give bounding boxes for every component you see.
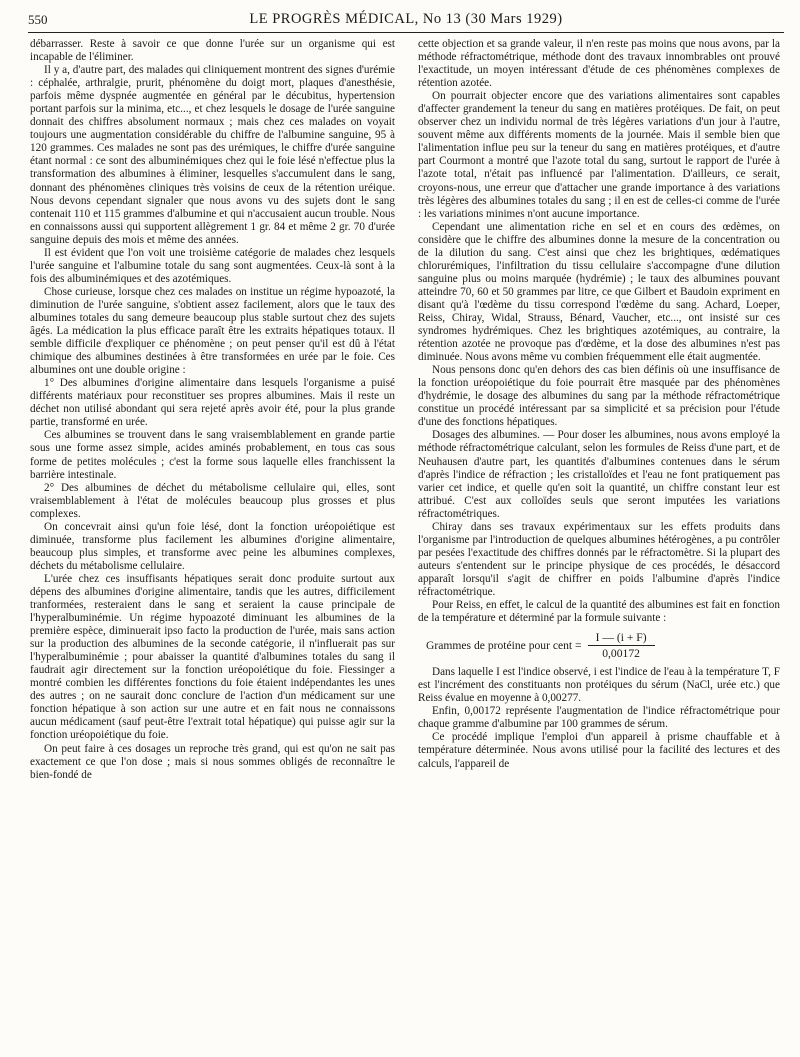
paragraph: Dosages des albumines. — Pour doser les albumines, nous avons employé la méthode réfractométrique calculant, selon les formules de Reiss d'une part, et de Neuhausen d'autre part, les quantités d'albumines contenues dans le sérum d'après l'indice de réfraction ; les cristalloïdes et l'eau ne font pratiquement pas varier cet indice, et quelle qu'en soit la quantité, un chiffre constant leur est attribué. C'est aux colloïdes seuls que seront imputées les variations réfractométriques. (418, 429, 780, 520)
left-column (30, 38, 395, 1050)
paragraph: Enfin, 0,00172 représente l'augmentation de l'indice réfractométrique pour chaque gramme d'albumine par 100 grammes de sérum. (418, 705, 780, 731)
right-column (418, 38, 780, 1050)
reiss-formula (426, 631, 780, 660)
paragraph: Chose curieuse, lorsque chez ces malades on institue un régime hypoazoté, la diminution de l'urée sanguine, s'obtient assez facilement, alors que le taux des albumines totales du sang demeure beaucoup plus stable surtout chez des sujets âgés. La médication la plus efficace paraît être les extraits hépatiques totaux. Il semble difficile d'expliquer ce phénomène ; on peut penser qu'il est dû à l'état chimique des albumines destinées à être transformées en urée par le foie. Ces albumines ont une double origine : (30, 285, 395, 377)
formula-fraction (588, 631, 655, 660)
paragraph: Dans laquelle I est l'indice observé, i est l'indice de l'eau à la température T, F est l'incrément des constituants non protéiques du sérum (NaCl, urée etc.) que Reiss évalue en moyenne à 0,00277. (418, 666, 780, 705)
paragraph: Il est évident que l'on voit une troisième catégorie de malades chez lesquels l'urée sanguine et l'albumine totale du sang sont augmentées. Ceux-là sont à la fois des albuminémiques et des azotémiques. (30, 246, 395, 285)
page-number: 550 (28, 12, 48, 27)
paragraph: On pourrait objecter encore que des variations alimentaires sont capables d'affecter grandement la teneur du sang en matières protéiques. De fait, on peut observer chez un individu normal de très légères variations d'un jour à l'autre, souvent même aux différents moments de la journée. Mais il semble bien que l'alimentation influe peu sur la teneur du sang en matières protéiques, et d'autre part Courmont a montré que l'azote total du sang, surtout le rapport de l'urée à l'azote total, n'était pas influencé par l'alimentation. D'ailleurs, ce serait, croyons-nous, une erreur que d'attacher une grande importance à des variations très légères des albumines totales du sang ; il en est de celles-ci comme de l'urée : les variations minimes n'ont aucune importance. (418, 90, 780, 220)
paragraph: Ces albumines se trouvent dans le sang vraisemblablement en grande partie sous une forme assez simple, acides aminés probablement, en tous cas sous forme de petites molécules ; c'est la forme sous laquelle elles franchissent la barrière intestinale. (30, 429, 395, 481)
paragraph: cette objection et sa grande valeur, il n'en reste pas moins que nous avons, par la méthode réfractométrique, méthode dont des travaux innombrables ont prouvé l'exactitude, un moyen intéressant d'étude de ces phénomènes complexes de rétention azotée. (418, 38, 780, 90)
paragraph: 2° Des albumines de déchet du métabolisme cellulaire qui, elles, sont vraisemblablement à l'état de molécules beaucoup plus grosses et plus complexes. (30, 481, 395, 520)
paragraph: Nous pensons donc qu'en dehors des cas bien définis où une insuffisance de la fonction uréopoiétique du foie pourrait être masquée par des phénomènes d'hydrémie, le dosage des albumines du sang par la méthode réfractométrique constitue un procédé intéressant par sa simplicité et sa précision pour l'étude d'une des fonctions hépatiques. (418, 364, 780, 429)
paragraph: On concevrait ainsi qu'un foie lésé, dont la fonction uréopoiétique est diminuée, transforme plus facilement les albumines d'origine alimentaire, beaucoup plus simples, et transforme avec peine les albumines complexes, déchets du métabolisme cellulaire. (30, 520, 395, 572)
paragraph: 1° Des albumines d'origine alimentaire dans lesquels l'organisme a puisé différents matériaux pour reconstituer ses propres albumines. Mais il reste un déchet non utilisé abondant qui sera rejeté après avoir été, pour la plus grande partie, transformé en urée. (30, 377, 395, 429)
paragraph: Pour Reiss, en effet, le calcul de la quantité des albumines est fait en fonction de la température et déterminé par la formule suivante : (418, 599, 780, 625)
formula-lead: Grammes de protéine pour cent = (426, 639, 582, 653)
paragraph: On peut faire à ces dosages un reproche très grand, qui est qu'on ne sait pas exactement ce que l'on dose ; mais si nous sommes obligés de reconnaître le bien-fondé de (30, 742, 395, 781)
formula-numerator: I — (i + F) (588, 631, 655, 646)
paragraph: Ce procédé implique l'emploi d'un appareil à prisme chauffable et à température déterminée. Nous avons utilisé pour la facilité des lectures et des calculs, l'appareil de (418, 731, 780, 770)
paragraph: L'urée chez ces insuffisants hépatiques serait donc produite surtout aux dépens des albumines d'origine alimentaire, tandis que les autres, difficilement tranformées, resteraient dans le sang et seraient la cause principale de l'hyperalbuminémie. Un régime hypoazoté diminuant les albumines de la première espèce, diminuerait ipso facto la production de l'urée, mais sans action sur la production des albumines de la seconde catégorie, il n'influerait pas sur l'hyperalbuminémie ; pour abaisser la quantité d'albumines totales du sang il faudrait agir directement sur la fonction uréopoiétique du foie. Fiessinger a montré combien les différentes fonctions du foie étaient indépendantes les unes des autres ; on ne saurait donc conclure de l'action d'un médicament sur une fonction hépatique à son action sur une autre et en fait nous ne connaissons aucun médicament (sauf peut-être l'extrait total hépatique) qui puisse agir sur la fonction uréopoiétique du foie. (30, 572, 395, 742)
page-header (28, 10, 784, 33)
paragraph: Il y a, d'autre part, des malades qui cliniquement montrent des signes d'urémie : céphalée, arthralgie, prurit, phénomène du doigt mort, plaques d'anesthésie, parfois même dyspnée augmentée en général par le décubitus, hypertension portant parfois sur la minima, etc..., et chez lesquels le dosage de l'urée sanguine donnait des chiffres absolument normaux ; mais chez ces malades on voyait toujours une augmentation considérable du chiffre de l'albumine sanguine, 95 à 120 grammes. Ces malades ne sont pas des urémiques, le chiffre d'urée sanguine étant normal : ce sont des albuminémiques chez qui le foie lésé n'effectue plus la transformation des albumines à éliminer, lesquelles s'accumulent dans le sang, donnant des phénomènes cliniques très voisins de ceux de la rétention uréique. Nous devons cependant signaler que nous avons vu des sujets dont le sang contenait 110 et 115 grammes d'albumine et qui n'accusaient aucun trouble. Nous en connaissons aussi qui supportent allègrement 1 gr. 84 et même 2 gr. 70 d'urée sanguine depuis des mois et même des années. (30, 64, 395, 246)
paragraph: Cependant une alimentation riche en sel et en cours des œdèmes, on considère que le chiffre des albumines donne la mesure de la concentration ou de la dilution du sang. C'est ainsi que chez les brightiques, œdématiques chlorurémiques, l'infiltration du tissu cellulaire s'accompagne d'une dilution sanguine plus ou moins marquée (hydrémie) ; le taux des albumines pouvant atteindre 70, 60 et 50 grammes par litre, ce que Gilbert et Baudoin expriment en disant qu'à l'œdème du tissu correspond l'œdème du sang. Achard, Loeper, Reiss, Chiray, Widal, Strauss, Bénard, Vaucher, etc..., ont insisté sur ces syndromes hydrémiques. Chez les brightiques azotémiques, au contraire, la rétention azotée ne provoque pas d'œdème, et la dose des albumines n'est pas diminuée. Nous avons même vu combien fréquemment elle était augmentée. (418, 220, 780, 364)
paragraph: Chiray dans ses travaux expérimentaux sur les effets produits dans l'organisme par l'introduction de quelques albumines hétérogènes, a pu contrôler par pesées l'exactitude des chiffres donnés par le réfractomètre. Si la plupart des auteurs s'entendent sur le principe physique de ces procédés, le désaccord apparaît lorsqu'il s'agit de chiffrer en poids l'albumine d'après l'indice réfractométrique. (418, 520, 780, 598)
formula-denominator: 0,00172 (602, 647, 640, 661)
running-title: LE PROGRÈS MÉDICAL, No 13 (30 Mars 1929) (249, 11, 563, 27)
paragraph: débarrasser. Reste à savoir ce que donne l'urée sur un organisme qui est incapable de l'éliminer. (30, 38, 395, 64)
